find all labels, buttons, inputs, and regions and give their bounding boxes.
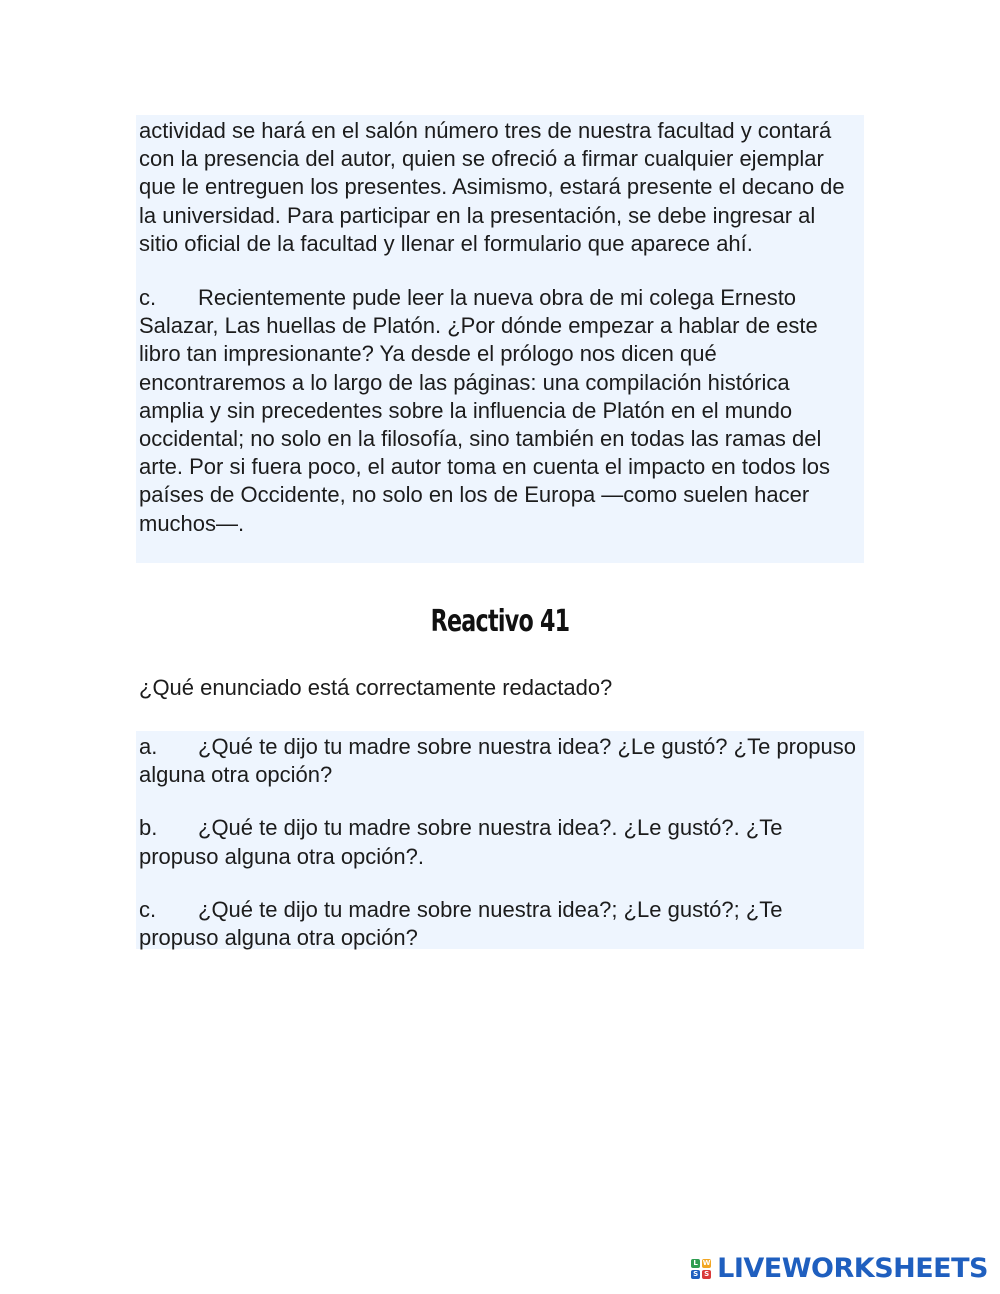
logo-tile: W	[702, 1258, 711, 1267]
option-text: ¿Qué te dijo tu madre sobre nuestra idea?; ¿Le gustó?; ¿Te propuso alguna otra opción?	[139, 896, 783, 951]
option-label: a.	[139, 734, 158, 759]
option-text: Recientemente pude leer la nueva obra de mi colega Ernesto Salazar, Las huellas de Platón. ¿Por dónde empezar a hablar de este libro tan impresionante? Ya desde el prólogo nos dicen qué encontraremos a lo largo de las páginas: una compilación histórica amplia y sin precedentes sobre la influencia de Platón en el mundo occidental; no solo en la filosofía, sino también en todas las ramas del arte. Por si fuera poco, el autor toma en cuenta el impacto en todos los países de Occidente, no solo en los de Europa —como suelen hacer muchos—.	[139, 285, 830, 536]
option-c	[139, 896, 860, 952]
option-label: b.	[139, 815, 158, 841]
logo-icon	[691, 1259, 711, 1279]
passage-option-c	[139, 284, 860, 538]
logo-tile: S	[693, 1269, 699, 1278]
question-text: ¿Qué enunciado está correctamente redactado?	[139, 675, 613, 700]
option-b	[139, 814, 860, 870]
passage-continuation: actividad se hará en el salón número tres de nuestra facultad y contará con la presencia del autor, quien se ofreció a firmar cualquier ejemplar que le entreguen los presentes. Asimismo, estará presente el decano de la universidad. Para participar en la presentación, se debe ingresar al sitio oficial de la facultad y llenar el formulario que aparece ahí.	[139, 118, 845, 256]
brand-name: LIVEWORKSHEETS	[717, 1253, 988, 1284]
option-text: ¿Qué te dijo tu madre sobre nuestra idea?. ¿Le gustó?. ¿Te propuso alguna otra opción?.	[139, 815, 783, 869]
liveworksheets-logo	[691, 1253, 988, 1284]
option-label: c.	[139, 285, 157, 311]
reactivo-title: Reactivo 41	[430, 604, 570, 639]
logo-tile: S	[704, 1269, 710, 1278]
logo-tile: L	[691, 1259, 700, 1268]
option-text: ¿Qué te dijo tu madre sobre nuestra idea? ¿Le gustó? ¿Te propuso alguna otra opción?	[139, 734, 856, 788]
passage-block	[136, 115, 864, 563]
option-a	[139, 733, 860, 789]
option-label: c.	[139, 896, 157, 922]
options-block	[136, 731, 864, 949]
